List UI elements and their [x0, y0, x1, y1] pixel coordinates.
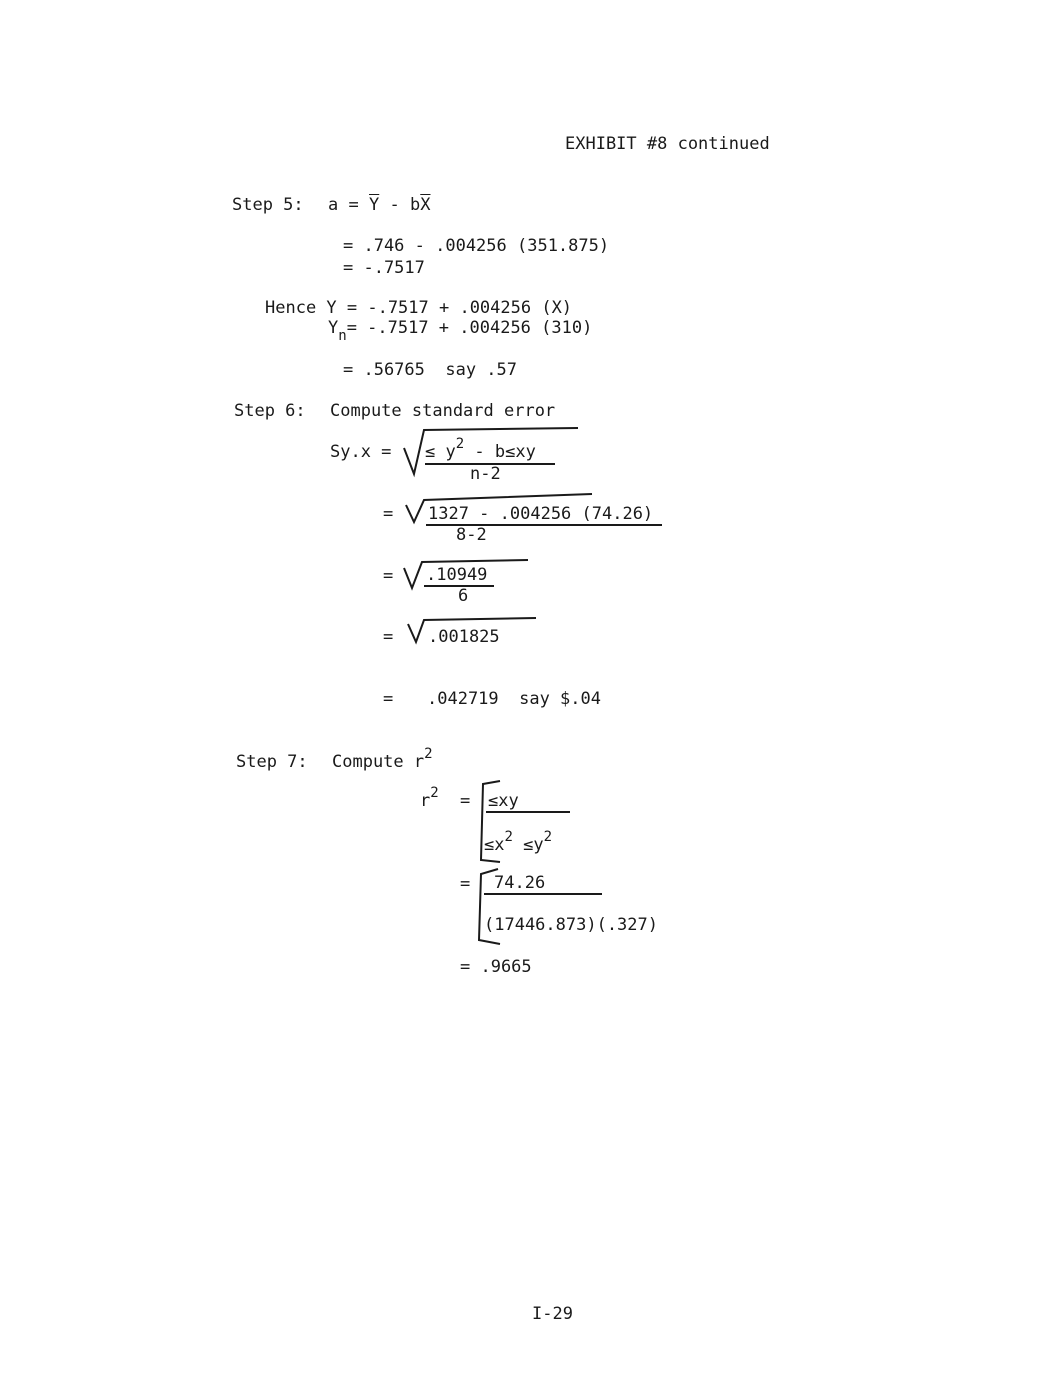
- step5-line1: = .746 - .004256 (351.875): [343, 236, 610, 256]
- sqrt1-num-sup: 2: [455, 436, 465, 452]
- step7-title-text: Compute r: [332, 752, 425, 772]
- yn-y: Y: [328, 318, 339, 338]
- r2-den-b: ≤y: [512, 835, 544, 855]
- sqrt3-denominator: 6: [458, 586, 469, 606]
- step6-result: .042719 say $.04: [427, 689, 601, 709]
- eq-sign-4: =: [383, 627, 394, 647]
- sqrt2-denominator: 8-2: [456, 525, 487, 545]
- eq-sign-7: =: [460, 874, 471, 894]
- r2-den-sup2: 2: [543, 829, 553, 845]
- page-number: I-29: [532, 1304, 573, 1324]
- sqrt3-numerator: .10949: [426, 565, 488, 585]
- syx-label: Sy.x =: [330, 442, 392, 462]
- yn-subscript: n: [338, 328, 347, 344]
- exhibit-title: EXHIBIT #8 continued: [565, 134, 770, 154]
- r2-numerator: ≤xy: [488, 791, 519, 811]
- step6-label: Step 6:: [234, 401, 306, 421]
- eq-sign-2: =: [383, 504, 394, 524]
- step7-label: Step 7:: [236, 752, 308, 772]
- step6-title: Compute standard error: [330, 401, 556, 421]
- sqrt1-num-b: - b≤xy: [464, 442, 536, 462]
- eq-sign-6: =: [460, 791, 471, 811]
- equals-sign: =: [348, 195, 359, 215]
- r2-numerator-2: 74.26: [494, 873, 546, 893]
- r2-den-sup1: 2: [504, 829, 513, 845]
- step7-result: = .9665: [460, 957, 532, 977]
- yn-rest: = -.7517 + .004256 (310): [346, 318, 593, 338]
- step5-label: Step 5:: [232, 195, 304, 215]
- symbol-b: b: [410, 195, 421, 215]
- sqrt1-denominator: n-2: [470, 464, 501, 484]
- r-symbol: r: [420, 791, 431, 811]
- symbol-a: a: [328, 195, 339, 215]
- r2-denominator-2: (17446.873)(.327): [484, 915, 658, 935]
- sqrt2-numerator: 1327 - .004256 (74.26): [428, 504, 654, 524]
- minus-sign: -: [389, 195, 400, 215]
- r-sup: 2: [430, 785, 439, 801]
- x-bar: $\overline{X}$: [420, 195, 431, 215]
- step5-line2: = -.7517: [343, 258, 425, 278]
- y-bar: $\overline{Y}$: [369, 195, 380, 215]
- eq-sign-3: =: [383, 566, 394, 586]
- step5-result: = .56765 say .57: [343, 360, 517, 380]
- sqrt1-num-a: ≤ y: [425, 442, 456, 462]
- r2-den-a: ≤x: [484, 835, 505, 855]
- step7-title-sup: 2: [424, 746, 433, 762]
- sqrt4-value: .001825: [428, 627, 500, 647]
- eq-sign-5: =: [383, 689, 394, 709]
- fraction-bar-5: [484, 893, 602, 895]
- hence-line: Hence Y = -.7517 + .004256 (X): [265, 298, 573, 318]
